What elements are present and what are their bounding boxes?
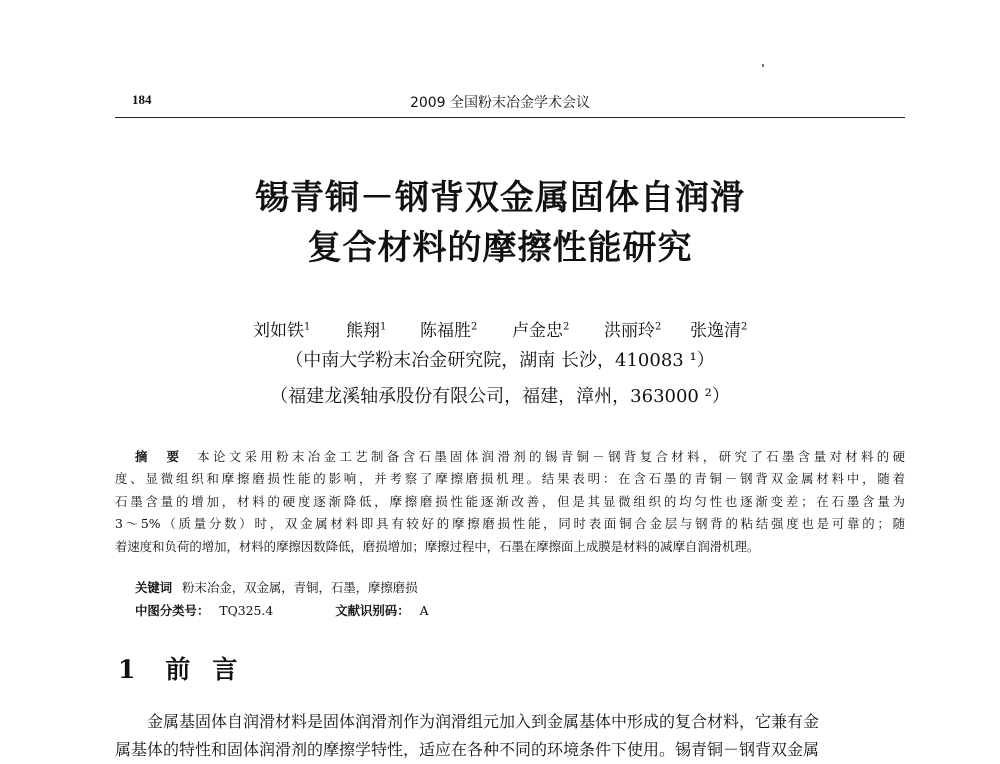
- author-name: 卢金忠: [512, 321, 563, 341]
- abstract-line: 石墨含量的增加，材料的硬度逐渐降低，摩擦磨损性能逐渐改善，但是其显微组织的均匀性也逐渐变差；在石墨含量为: [115, 493, 905, 509]
- body-line-text: 金属基固体自润滑材料是固体润滑剂作为润滑组元加入到金属基体中形成的复合材料，它兼有金: [147, 712, 820, 731]
- classification-line: [135, 601, 429, 619]
- author: [690, 316, 747, 341]
- running-header-conference: 2009 全国粉末冶金学术会议: [409, 95, 591, 111]
- abstract-text: 本论文采用粉末冶金工艺制备含石墨固体润滑剂的锡青铜－钢背复合材料，研究了石墨含量对材料的硬: [197, 449, 905, 464]
- keywords: [135, 578, 418, 596]
- author-affil-mark: 2: [655, 321, 662, 333]
- author-affil-mark: 2: [741, 321, 748, 333]
- section-number: 1: [118, 655, 136, 684]
- author: [420, 316, 477, 341]
- doc-code-label: 文献识别码：: [335, 603, 410, 618]
- author-affil-mark: 2: [563, 321, 570, 333]
- abstract-line: 着速度和负荷的增加，材料的摩擦因数降低，磨损增加；摩擦过程中，石墨在摩擦面上成膜是材料的减摩自润滑机理。: [115, 538, 760, 554]
- doc-code-value: A: [419, 603, 429, 618]
- keywords-label: 关键词: [135, 580, 173, 595]
- class-value: TQ325.4: [219, 603, 274, 618]
- keywords-value: 粉末冶金，双金属，青铜，石墨，摩擦磨损: [182, 580, 418, 595]
- author-affil-mark: 2: [471, 321, 478, 333]
- affiliation-1: （中南大学粉末冶金研究院，湖南 长沙，410083 ¹）: [285, 350, 715, 371]
- body-line: 属基体的特性和固体润滑剂的摩擦学特性，适应在各种不同的环境条件下使用。锡青铜－钢背双金属: [115, 740, 820, 759]
- class-label: 中图分类号：: [135, 603, 210, 618]
- author-affil-mark: 1: [380, 321, 387, 333]
- affiliation-2: （福建龙溪轴承股份有限公司，福建，漳州，363000 ²）: [270, 386, 730, 407]
- author: [253, 316, 310, 341]
- body-line: [115, 708, 907, 736]
- author-name: 张逸清: [690, 321, 741, 341]
- page-number: 184: [132, 92, 152, 107]
- author-name: 熊翔: [346, 321, 380, 341]
- body-paragraph: [115, 708, 907, 764]
- author: [512, 316, 569, 341]
- abstract-label: 摘 要: [135, 449, 183, 464]
- section-title: 前言: [165, 655, 260, 684]
- abstract-line: 度、显微组织和摩擦磨损性能的影响，并考察了摩擦磨损机理。结果表明：在含石墨的青铜－钢背双金属材料中，随着: [115, 471, 905, 487]
- header-rule: [115, 117, 905, 118]
- paper-title-line-2: 复合材料的摩擦性能研究: [307, 228, 693, 268]
- author: [346, 316, 386, 341]
- author-affil-mark: 1: [304, 321, 311, 333]
- author-name: 刘如铁: [253, 321, 304, 341]
- section-heading: [118, 650, 259, 686]
- abstract: [115, 446, 905, 558]
- scan-speck: [762, 64, 764, 67]
- abstract-line: [115, 446, 905, 468]
- abstract-line: 3～5%（质量分数）时，双金属材料即具有较好的摩擦磨损性能，同时表面铜合金层与钢背的粘结强度也是可靠的；随: [115, 516, 905, 532]
- author-name: 陈福胜: [420, 321, 471, 341]
- paper-title-line-1: 锡青铜－钢背双金属固体自润滑: [255, 178, 745, 218]
- author: [604, 316, 661, 341]
- author-name: 洪丽玲: [604, 321, 655, 341]
